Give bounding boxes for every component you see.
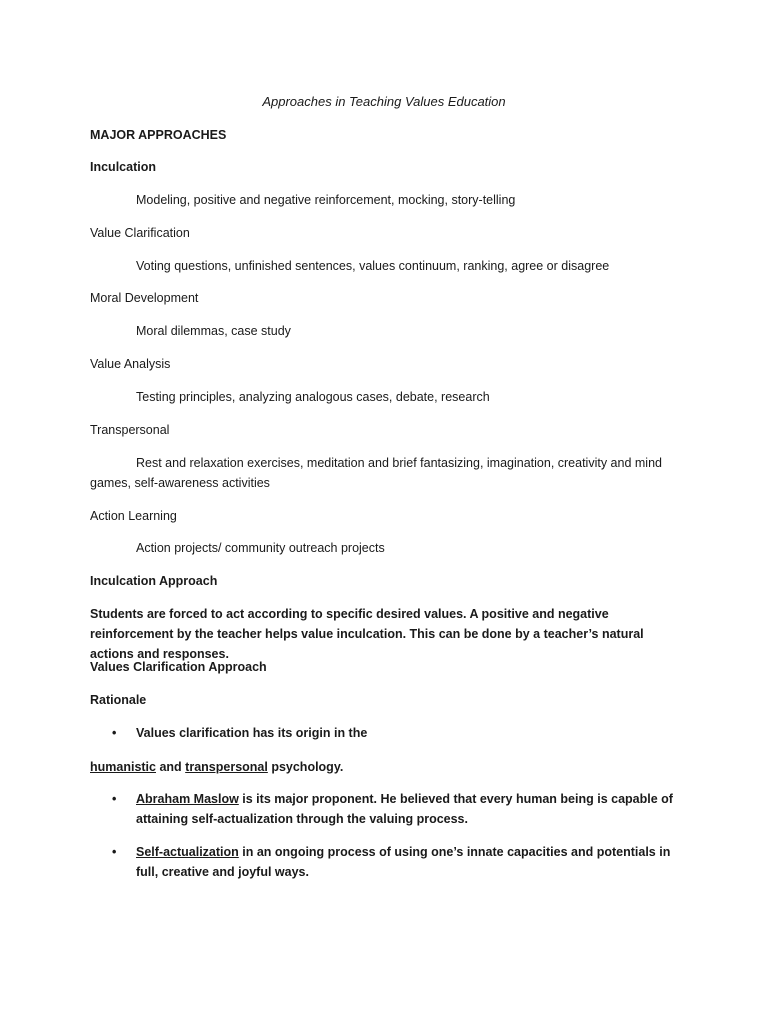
bullet-text-rest: in an ongoing process of using one’s innate capacities and potentials in full, creative and joyful ways. [136, 845, 671, 879]
psychology-text: psychology. [267, 760, 344, 774]
approach-methods: Action projects/ community outreach projects [136, 541, 385, 555]
values-clarification-heading: Values Clarification Approach [90, 660, 267, 674]
bullet-text [136, 842, 696, 882]
document-title: Approaches in Teaching Values Education [262, 94, 506, 109]
bullet-text-rest: is its major proponent. He believed that every human being is capable of attaining self-actualization through the valuing process. [136, 792, 673, 826]
approach-methods: Testing principles, analyzing analogous cases, debate, research [136, 390, 490, 404]
transpersonal-link[interactable]: transpersonal [185, 760, 268, 774]
abraham-maslow-link[interactable]: Abraham Maslow [136, 792, 239, 806]
approach-methods: Voting questions, unfinished sentences, values continuum, ranking, agree or disagree [136, 259, 610, 273]
bullet-marker: • [112, 726, 117, 740]
approach-name: Moral Development [90, 291, 199, 305]
self-actualization-link[interactable]: Self-actualization [136, 845, 239, 859]
approach-name: Value Clarification [90, 226, 190, 240]
major-approaches-heading: MAJOR APPROACHES [90, 128, 227, 142]
inculcation-approach-heading: Inculcation Approach [90, 574, 218, 588]
inculcation-approach-text: Students are forced to act according to specific desired values. A positive and negative reinforcement by the teacher helps value inculcation. This can be done by a teacher’s natural actions and responses. [90, 607, 644, 661]
humanistic-link[interactable]: humanistic [90, 760, 156, 774]
approach-name: Transpersonal [90, 423, 170, 437]
bullet-marker: • [112, 792, 117, 806]
approach-methods: Moral dilemmas, case study [136, 324, 291, 338]
approach-methods: Modeling, positive and negative reinforcement, mocking, story-telling [136, 193, 516, 207]
psychology-line [90, 757, 343, 777]
bullet-text: Values clarification has its origin in the [136, 726, 368, 740]
approach-name: Value Analysis [90, 357, 171, 371]
rationale-heading: Rationale [90, 693, 147, 707]
approach-name: Action Learning [90, 509, 177, 523]
bullet-marker: • [112, 845, 117, 859]
approach-name: Inculcation [90, 160, 156, 174]
bullet-text [136, 789, 696, 829]
and-text: and [156, 760, 186, 774]
approach-methods: Rest and relaxation exercises, meditation and brief fantasizing, imagination, creativity and mind games, self-awareness activities [90, 456, 662, 490]
